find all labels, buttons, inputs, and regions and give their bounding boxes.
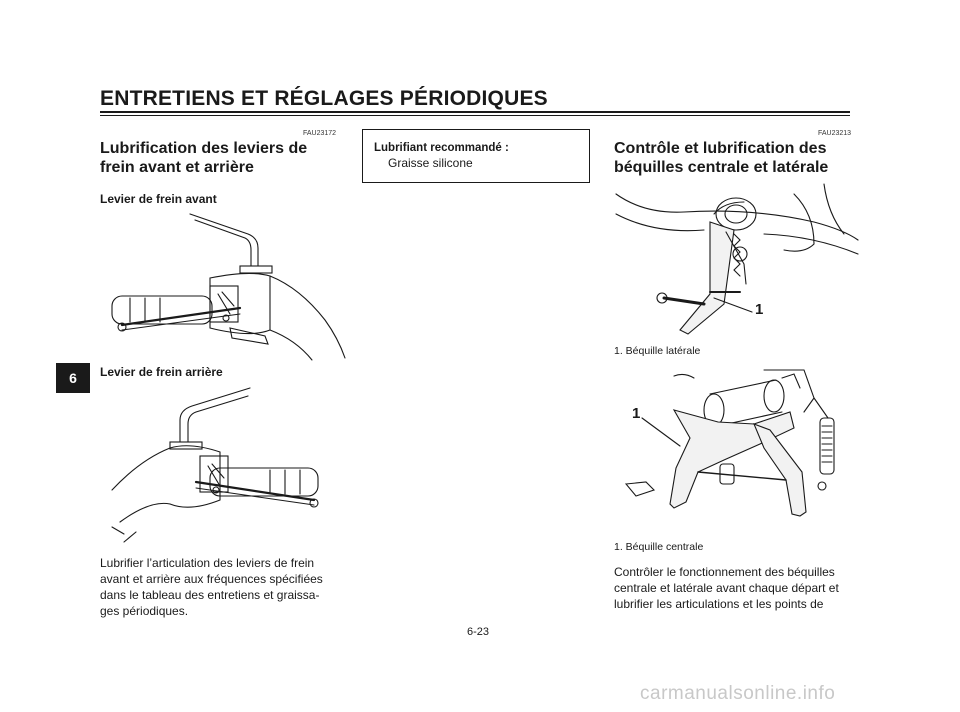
header-rule-thin [100, 115, 850, 116]
paragraph-line: ges périodiques. [100, 604, 189, 618]
lubricant-label: Lubrifiant recommandé : [374, 142, 509, 154]
side-stand-caption: 1. Béquille latérale [614, 345, 701, 357]
page-number: 6-23 [467, 626, 490, 638]
watermark-text: carmanualsonline.info [640, 683, 836, 704]
paragraph-line: Contrôler le fonctionnement des béquilles [614, 565, 835, 579]
section-code: FAU23213 [818, 130, 852, 137]
lubricant-value: Graisse silicone [388, 156, 473, 170]
center-stand-caption: 1. Béquille centrale [614, 541, 704, 553]
page-header-title: ENTRETIENS ET RÉGLAGES PÉRIODIQUES [100, 87, 548, 110]
paragraph-line: avant et arrière aux fréquences spécifiées [100, 572, 323, 586]
rear-lever-label: Levier de frein arrière [100, 365, 223, 379]
section-heading-line1: Lubrification des leviers de [100, 140, 308, 157]
rear-brake-lever-illustration [100, 382, 345, 542]
side-stand-illustration [614, 174, 859, 336]
center-stand-callout: 1 [632, 405, 641, 422]
section-heading-line1: Contrôle et lubrification des [614, 140, 827, 157]
section-code: FAU23172 [303, 130, 337, 137]
front-lever-label: Levier de frein avant [100, 192, 217, 206]
section-heading-line2: frein avant et arrière [100, 159, 254, 176]
center-stand-illustration [614, 368, 859, 528]
paragraph-line: centrale et latérale avant chaque départ et [614, 581, 839, 595]
chapter-tab[interactable]: 6 [56, 363, 90, 393]
paragraph-line: lubrifier les articulations et les points de [614, 597, 824, 611]
paragraph-line: Lubrifier l’articulation des leviers de frein [100, 556, 315, 570]
stand-paragraph [614, 564, 854, 612]
lever-paragraph [100, 555, 340, 619]
header-rule [100, 111, 850, 113]
section-heading-line2: béquilles centrale et latérale [614, 159, 829, 176]
paragraph-line: dans le tableau des entretiens et graissa- [100, 588, 320, 602]
front-brake-lever-illustration [100, 210, 345, 360]
side-stand-callout: 1 [755, 301, 764, 318]
